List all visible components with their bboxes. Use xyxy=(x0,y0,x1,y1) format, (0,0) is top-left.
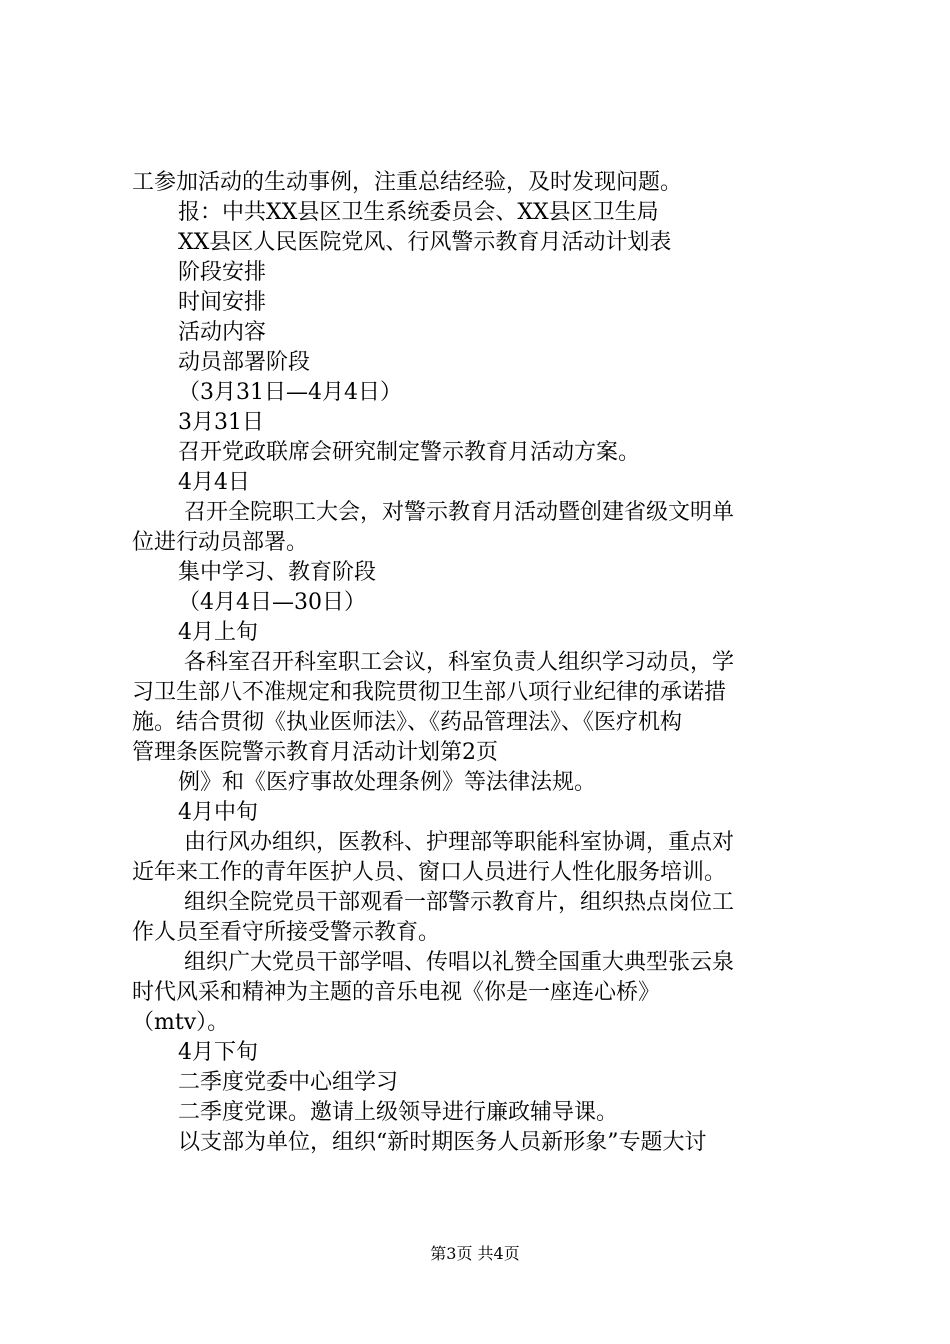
text-line: 4月中旬 xyxy=(178,800,258,825)
text-line: （3月31日—4月4日） xyxy=(178,380,402,405)
text-line: 4月4日 xyxy=(178,470,250,495)
text-line: 以支部为单位，组织“新时期医务人员新形象”专题大讨 xyxy=(178,1130,707,1155)
text-line: 习卫生部八不准规定和我院贯彻卫生部八项行业纪律的承诺措 xyxy=(132,680,727,705)
text-line: 时代风采和精神为主题的音乐电视《你是一座连心桥》 xyxy=(132,980,661,1005)
text-line: 组织广大党员干部学唱、传唱以礼赞全国重大典型张云泉 xyxy=(184,950,735,975)
text-line: 动员部署阶段 xyxy=(178,350,311,375)
text-line: 报：中共XX县区卫生系统委员会、XX县区卫生局 xyxy=(178,200,659,225)
text-line: 集中学习、教育阶段 xyxy=(178,560,377,585)
text-line: 4月下旬 xyxy=(178,1040,258,1065)
text-line: 管理条医院警示教育月活动计划第2页 xyxy=(132,740,498,765)
body-text xyxy=(132,168,832,1158)
page-footer: 第3页 共4页 xyxy=(430,1244,520,1263)
text-line: 召开全院职工大会，对警示教育月活动暨创建省级文明单 xyxy=(184,500,735,525)
text-line: 3月31日 xyxy=(178,410,264,435)
text-line: 二季度党课。邀请上级领导进行廉政辅导课。 xyxy=(178,1100,619,1125)
text-line: 例》和《医疗事故处理条例》等法律法规。 xyxy=(178,770,597,795)
text-line: 阶段安排 xyxy=(178,260,267,285)
text-line: 由行风办组织，医教科、护理部等职能科室协调，重点对 xyxy=(184,830,735,855)
text-line: 召开党政联席会研究制定警示教育月活动方案。 xyxy=(178,440,641,465)
text-line: 各科室召开科室职工会议，科室负责人组织学习动员，学 xyxy=(184,650,735,675)
text-line: （4月4日—30日） xyxy=(178,590,366,615)
text-line: 时间安排 xyxy=(178,290,267,315)
text-line: 4月上旬 xyxy=(178,620,258,645)
text-line: 二季度党委中心组学习 xyxy=(178,1070,399,1095)
text-line: 位进行动员部署。 xyxy=(132,530,309,555)
text-line: 作人员至看守所接受警示教育。 xyxy=(132,920,441,945)
text-line: 组织全院党员干部观看一部警示教育片，组织热点岗位工 xyxy=(184,890,735,915)
text-line: 活动内容 xyxy=(178,320,267,345)
text-line: XX县区人民医院党风、行风警示教育月活动计划表 xyxy=(178,230,672,255)
text-line: 施。结合贯彻《执业医师法》、《药品管理法》、《医疗机构 xyxy=(132,710,683,735)
text-line: 近年来工作的青年医护人员、窗口人员进行人性化服务培训。 xyxy=(132,860,727,885)
text-line: （mtv）。 xyxy=(132,1010,230,1035)
text-line: 工参加活动的生动事例，注重总结经验，及时发现问题。 xyxy=(132,170,683,195)
